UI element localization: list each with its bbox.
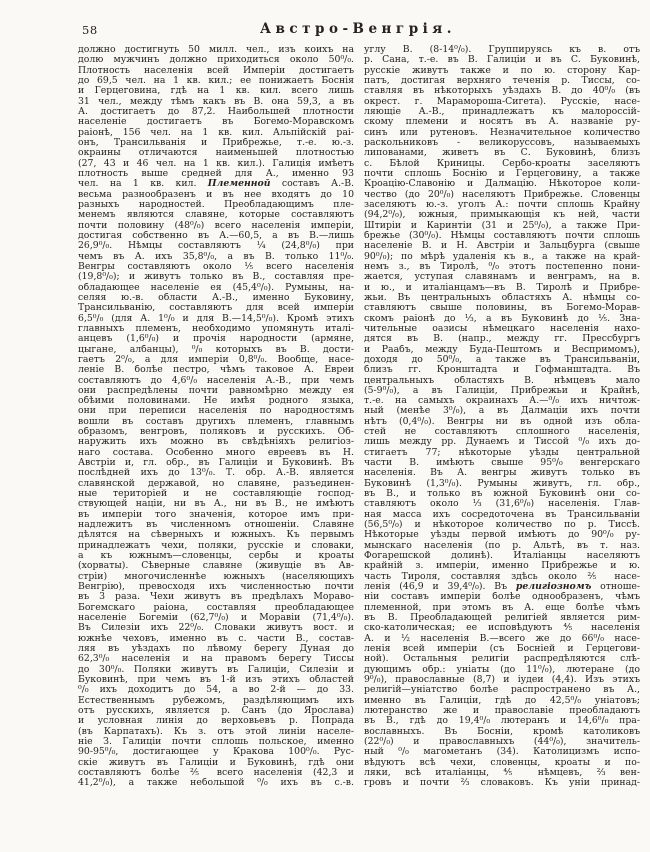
text-line: въ 3 раза. Чехи живутъ въ предѣлахъ Мораво- bbox=[78, 592, 354, 603]
text-line: менемъ являются славяне, которые составляютъ bbox=[78, 210, 354, 221]
text-line: ско-католическая; ее исповѣдуютъ ⅘ населенія bbox=[364, 623, 640, 634]
text-line: Естественнымъ рубежомъ, раздѣляющимъ ихъ bbox=[78, 695, 354, 706]
text-line: скіе живутъ въ Галиціи и Буковинѣ, гдѣ они bbox=[78, 757, 354, 768]
text-line: ные територіей и не составляющіе господ- bbox=[78, 489, 354, 500]
article-title: Австро-Венгрія. bbox=[260, 21, 456, 37]
text-line: ствующей націи, ни въ А., ни въ В., не имѣютъ bbox=[78, 499, 354, 510]
text-line: составляютъ болѣе ⅖ всего населенія (42,3 и bbox=[78, 767, 354, 778]
text-line: должно достигнуть 50 милл. чел., изъ коихъ на bbox=[78, 45, 354, 55]
text-line: послѣдней ихъ до 13⁰/₀. Т. обр. А.-В. является bbox=[78, 468, 354, 479]
text-line: почти половину (48⁰/₀) всего населенія имперіи, bbox=[78, 220, 354, 231]
text-line: почти сплошь Боснію и Герцеговину, а также bbox=[364, 168, 640, 179]
text-line: и Герцеговина, гдѣ на 1 кв. кил. всего лишь bbox=[78, 86, 354, 97]
text-line: патъ, достигая верхняго теченія р. Тиссы, со- bbox=[364, 75, 640, 86]
text-line: стигаетъ 77; нѣкоторые уѣзды центральной bbox=[364, 447, 640, 458]
text-line: жается, уступая славянамъ и венграмъ, на в. bbox=[364, 272, 640, 283]
text-line: немъ з., въ Тиролѣ, ⁰/₀ этотъ постепенно пони- bbox=[364, 261, 640, 272]
text-line: обладающее населеніе ея (45,4⁰/₀). Румыны, на- bbox=[78, 282, 354, 293]
text-line: т.-е. на самыхъ окраинахъ А.—⁰/₀ ихъ ничтож- bbox=[364, 396, 640, 407]
text-line: они при переписи населенія по народностямъ bbox=[78, 406, 354, 417]
text-line: дующимъ обр.: уніаты (до 11⁰/₀), лютеране (до bbox=[364, 664, 640, 675]
text-line: и условная линія до верховьевъ р. Попрада bbox=[78, 716, 354, 727]
text-line: долю мужчинъ должно приходиться около 50⁰/₀. bbox=[78, 55, 354, 66]
text-line: отъ русскихъ, является р. Санъ (до Ярослава) bbox=[78, 706, 354, 716]
text-line: разныхъ народностей. Преобладающимъ пле- bbox=[78, 199, 354, 210]
text-line: 6,5⁰/₀ (для А. 1⁰/₀ и для В.—14,5⁰/₀). Кромѣ этихъ bbox=[78, 313, 354, 324]
text-line: Трансильванію, составляютъ для всей имперіи bbox=[78, 303, 354, 314]
text-line: дятся въ В. (напр., между гг. Прессбургъ bbox=[364, 334, 640, 345]
text-line: Нѣкоторые уѣзды первой имѣютъ до 90⁰/₀ ру- bbox=[364, 530, 640, 541]
text-line: въ В. Преобладающей религіей является рим- bbox=[364, 613, 640, 624]
text-line: ный ⁰/₀ магометанъ (34). Католицизмъ испо- bbox=[364, 747, 640, 758]
text-line: населеніе В. и Н. Австріи и Зальцбурга (свыше bbox=[364, 241, 640, 252]
text-line: чество (до 20⁰/₀) населяютъ Прибрежье. Словенцы bbox=[364, 189, 640, 200]
text-line: Буковинѣ (1,3⁰/₀). Румыны живутъ, гл. обр., bbox=[364, 478, 640, 489]
text-line: Австріи и, гл. обр., въ Галиціи и Буковинѣ. Въ bbox=[78, 458, 354, 469]
text-line: Буковинѣ, при чемъ въ 1-й изъ этихъ областей bbox=[78, 675, 354, 686]
text-line: племенной, при этомъ въ А. еще болѣе чѣмъ bbox=[364, 602, 640, 613]
text-line: синъ или рутеновъ. Незначительное количество bbox=[364, 127, 640, 138]
text-line: чительные оазисы нѣмецкаго населенія нахо- bbox=[364, 323, 640, 334]
text-line: ляки, всѣ италіанцы, ⅘ нѣмцевъ, ⅔ вен- bbox=[364, 767, 640, 778]
text-line: населеніе Богеміи (62,7⁰/₀) и Моравіи (71,4⁰/₀). bbox=[78, 613, 354, 624]
text-line: чел. на 1 кв. кил. Племенной составъ А.-В. bbox=[78, 179, 354, 190]
text-line: ляющіе А.-В., принадлежатъ къ малороссій- bbox=[364, 106, 640, 117]
text-line: раскольниковъ - великоруссовъ, называемыхъ bbox=[364, 137, 640, 148]
text-line: составляютъ до 4,6⁰/₀ населенія А.-В., при чемъ bbox=[78, 375, 354, 386]
text-line: 26,9⁰/₀. Нѣмцы составляютъ ¼ (24,8⁰/₀) при bbox=[78, 241, 354, 252]
text-line: въ имперіи того значенія, которое имъ при- bbox=[78, 509, 354, 520]
text-line: (94,2⁰/₀), южныя, примыкающія къ ней, части bbox=[364, 210, 640, 221]
text-line: стріи) многочисленнѣе южныхъ (населяющихъ bbox=[78, 571, 354, 582]
text-line: окраины отличаются наименьшей плотностью bbox=[78, 148, 354, 159]
text-line: жьи. Въ центральныхъ областяхъ А. нѣмцы со- bbox=[364, 292, 640, 303]
text-line: Штиріи и Каринтіи (31 и 25⁰/₀), а также При- bbox=[364, 220, 640, 231]
text-line: и Раабъ, между Буда-Пештомъ и Веспримомъ), bbox=[364, 344, 640, 355]
text-line: А. достигаетъ до 87,2. Наибольшей плотности bbox=[78, 106, 354, 117]
text-line: вѣдуютъ всѣ чехи, словенцы, кроаты и по- bbox=[364, 757, 640, 768]
text-line: чемъ въ А. ихъ 35,8⁰/₀, а въ В. только 11⁰/₀. bbox=[78, 251, 354, 262]
text-line: раіонѣ, 156 чел. на 1 кв. кил. Альпійскій раі- bbox=[78, 127, 354, 138]
text-line: 31 чел., между тѣмъ какъ въ В. она 59,3, а въ bbox=[78, 96, 354, 107]
text-line: (27, 43 и 46 чел. на 1 кв. кил.). Галиція имѣетъ bbox=[78, 158, 354, 169]
page-number: 58 bbox=[82, 23, 98, 37]
text-line: достигая собственно въ А.—60,5, а въ В.—лишь bbox=[78, 230, 354, 241]
text-line: стей не составляютъ сплошного населенія, bbox=[364, 427, 640, 438]
text-line: и ю., и италіанцамъ—въ В. Тиролѣ и Прибре- bbox=[364, 282, 640, 293]
text-line: ставляя въ нѣкоторыхъ уѣздахъ В. до 40⁰/₀ (въ bbox=[364, 86, 640, 97]
text-line: анцевъ (1,6⁰/₀) и прочія народности (армяне, bbox=[78, 334, 354, 345]
text-line: 41,2⁰/₀), а также небольшой ⁰/₀ ихъ въ с.-в. bbox=[78, 778, 354, 789]
text-line: ⁰/₀ ихъ доходитъ до 54, а во 2-й — до 33. bbox=[78, 685, 354, 696]
text-line: онъ, Трансильванія и Прибрежье, т.-е. ю.-з. bbox=[78, 137, 354, 148]
text-line: цыгане, албанцы), ⁰/₀ которыхъ въ В. дости- bbox=[78, 344, 354, 355]
text-line: именно въ Галиціи, гдѣ до 42,5⁰/₀ уніатовъ; bbox=[364, 695, 640, 706]
text-line: центральныхъ областяхъ В. нѣмцевъ мало bbox=[364, 375, 640, 386]
text-line: углу В. (8-14⁰/₀). Группируясь къ в. отъ bbox=[364, 45, 640, 55]
text-line: до 30⁰/₀. Поляки живутъ въ Галиціи, Силезіи и bbox=[78, 664, 354, 675]
text-line: наго состава. Особенно много евреевъ въ Н. bbox=[78, 447, 354, 458]
text-line: Венгры составляютъ около ⅕ всего населенія bbox=[78, 261, 354, 272]
text-line: близъ гг. Кронштадта и Гофманштадта. Въ bbox=[364, 365, 640, 376]
text-line: лишь между рр. Дунаемъ и Тиссой ⁰/₀ ихъ до- bbox=[364, 437, 640, 448]
text-line: 62,3⁰/₀ населенія и на правомъ берегу Тиссы bbox=[78, 654, 354, 665]
text-line: ніе З. Галиціи почти сплошь польское, именно bbox=[78, 736, 354, 747]
text-column-right bbox=[364, 45, 640, 789]
text-line: доходя до 50⁰/₀, а также въ Трансильваніи, bbox=[364, 354, 640, 365]
text-line: а къ южнымъ—словенцы, сербы и кроаты bbox=[78, 551, 354, 562]
text-line: надлежитъ въ численномъ отношеніи. Славяне bbox=[78, 520, 354, 531]
text-line: леніе В. болѣе пестро, чѣмъ таковое А. Евреи bbox=[78, 365, 354, 376]
text-line: населенія. Въ А. венгры живутъ только въ bbox=[364, 468, 640, 479]
text-line: религій—уніатство болѣе распространено въ А., bbox=[364, 685, 640, 696]
text-line: весьма разнообразенъ и въ нее входятъ до 10 bbox=[78, 189, 354, 200]
text-line: Фогарешской долинѣ). Италіанцы населяютъ bbox=[364, 551, 640, 562]
text-line: вославныхъ. Въ Босніи, кромѣ католиковъ bbox=[364, 726, 640, 737]
text-columns bbox=[78, 45, 640, 789]
text-line: с. Бѣлой Криницы. Сербо-кроаты заселяютъ bbox=[364, 158, 640, 169]
text-line: ленія всей имперіи (съ Босніей и Герцегови- bbox=[364, 644, 640, 655]
text-line: до 69,5 чел. на 1 кв. кил.; ее понижаетъ Боснія bbox=[78, 75, 354, 86]
text-line: (хорваты). Сѣверные славяне (живущіе въ Ав- bbox=[78, 561, 354, 572]
text-line: гровъ и почти ⅔ словаковъ. Къ уніи принад- bbox=[364, 778, 640, 789]
text-line: скомъ раіонѣ до ⅓, а въ Буковинѣ до ⅕. Зна- bbox=[364, 313, 640, 324]
text-line: (19,8⁰/₀); и живутъ только въ В., составляя пре- bbox=[78, 272, 354, 283]
text-line: въ В., гдѣ до 19,4⁰/₀ лютеранъ и 14,6⁰/₀ пра- bbox=[364, 716, 640, 727]
text-line: ніи составъ имперіи болѣе однообразенъ, чѣмъ bbox=[364, 592, 640, 603]
text-line: плотность выше средней для А., именно 93 bbox=[78, 168, 354, 179]
text-line: скому племени и носятъ въ А. названіе ру- bbox=[364, 117, 640, 128]
text-line: ставляютъ свыше половины, въ Богемо-Морав- bbox=[364, 303, 640, 314]
text-line: (въ Карпатахъ). Къ з. отъ этой линіи населе- bbox=[78, 726, 354, 737]
text-line: части В. имѣютъ свыше 95⁰/₀ венгерскаго bbox=[364, 458, 640, 469]
text-line: ной). Остальныя религіи распредѣляются слѣ- bbox=[364, 654, 640, 665]
text-line: они распредѣлены почти равномѣрно между ея bbox=[78, 385, 354, 396]
text-line: нѣтъ (0,4⁰/₀). Венгры ни въ одной изъ обла- bbox=[364, 416, 640, 427]
text-line: ная масса ихъ сосредоточена въ Трансильваніи bbox=[364, 509, 640, 520]
text-line: заселяютъ ю.-з. уголъ А.: почти сплошь Крайну bbox=[364, 199, 640, 210]
text-line: А. и ½ населенія В.—всего же до 66⁰/₀ насе- bbox=[364, 633, 640, 644]
text-line: мынскаго населенія (по р. Альтѣ, въ т. наз. bbox=[364, 540, 640, 551]
text-line: въ В., и только въ южной Буковинѣ они со- bbox=[364, 489, 640, 500]
text-line: южнѣе чеховъ, именно въ с. части В., состав- bbox=[78, 633, 354, 644]
text-line: 90-95⁰/₀, достигающее у Кракова 100⁰/₀. Рус- bbox=[78, 747, 354, 758]
text-line: липованами, живетъ въ С. Буковинѣ, близъ bbox=[364, 148, 640, 159]
text-line: славянской державой, но славяне, разъединен- bbox=[78, 478, 354, 489]
text-line: русскіе живутъ также и по ю. сторону Кар- bbox=[364, 65, 640, 76]
text-line: брежье (30⁰/₀). Нѣмцы составляютъ почти сплошь bbox=[364, 230, 640, 241]
text-line: (22⁰/₀) и православныхъ (44⁰/₀), значитель- bbox=[364, 736, 640, 747]
text-column-left bbox=[78, 45, 354, 789]
text-line: окрест. г. Марамороша-Сигета). Русскіе, насе- bbox=[364, 96, 640, 107]
text-line: р. Сана, т.-е. въ В. Галиціи и въ С. Буковинѣ, bbox=[364, 55, 640, 66]
text-line: крайній з. имперіи, именно Прибрежье и ю. bbox=[364, 561, 640, 572]
text-line: Кроацію-Славонію и Далмацію. Нѣкоторое коли- bbox=[364, 179, 640, 190]
text-line: Плотность населенія всей Имперіи достигаетъ bbox=[78, 65, 354, 76]
text-line: Въ Силезіи ихъ 22⁰/₀. Словаки живутъ вост. и bbox=[78, 623, 354, 634]
page-header bbox=[78, 21, 638, 39]
text-line: (5-9⁰/₀), а въ Галиціи, Прибрежьи и Крайнѣ, bbox=[364, 385, 640, 396]
text-line: образомъ, венгровъ, поляковъ и русскихъ. Об- bbox=[78, 427, 354, 438]
text-line: ляя въ уѣздахъ по лѣвому берегу Дуная до bbox=[78, 644, 354, 655]
text-line: лютеранство же и православіе преобладаютъ bbox=[364, 706, 640, 716]
text-line: (56,5⁰/₀) и нѣкоторое количество по р. Тиссѣ. bbox=[364, 520, 640, 531]
text-line: ный (менѣе 3⁰/₀), а въ Далмаціи ихъ почти bbox=[364, 406, 640, 417]
text-line: Богемскаго раіона, составляя преобладающее bbox=[78, 602, 354, 613]
text-line: часть Тироля, составляя здѣсь около ⅖ насе- bbox=[364, 571, 640, 582]
text-line: селяя ю.-в. области А.-В., именно Буковину, bbox=[78, 292, 354, 303]
text-line: ленія (46,9 и 39,4⁰/₀). Въ религіозномъ отноше- bbox=[364, 582, 640, 593]
text-line: гаетъ 2⁰/₀, а для имперіи 0,8⁰/₀. Вообще, насе- bbox=[78, 354, 354, 365]
text-line: населеніе достигаетъ въ Богемо-Моравскомъ bbox=[78, 117, 354, 128]
text-line: Венгрію), превосходя ихъ численностью почти bbox=[78, 582, 354, 593]
text-line: принадлежатъ чехи, поляки, русскіе и словаки, bbox=[78, 540, 354, 551]
text-line: наружить ихъ можно въ свѣдѣніяхъ религіоз- bbox=[78, 437, 354, 448]
text-line: ставляютъ около ⅓ (31,6⁰/₀) населенія. Глав- bbox=[364, 499, 640, 510]
text-line: дѣлятся на сѣверныхъ и южныхъ. Къ первымъ bbox=[78, 530, 354, 541]
text-line: 90⁰/₀); по мѣрѣ удаленія къ в., а также на край- bbox=[364, 251, 640, 262]
text-line: обѣими половинами. Не имѣя родного языка, bbox=[78, 396, 354, 407]
text-line: вошли въ составъ другихъ племенъ, главнымъ bbox=[78, 416, 354, 427]
text-line: главныхъ племенъ, необходимо упомянуть италі- bbox=[78, 323, 354, 334]
text-line: 9⁰/₀), православные (8,7) и іудеи (4,4). Изъ этихъ bbox=[364, 675, 640, 686]
